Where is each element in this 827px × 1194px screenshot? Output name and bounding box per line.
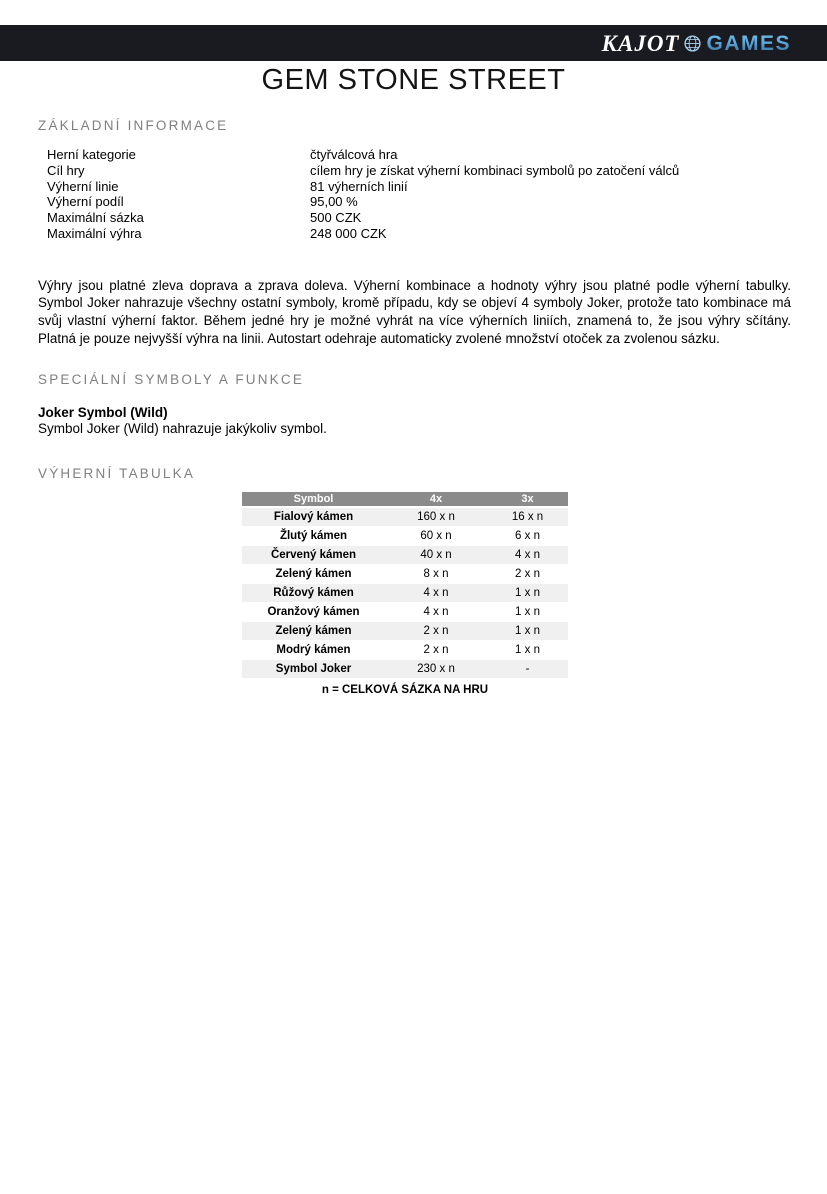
paytable-3x-value: 1 x n [487,622,568,641]
info-row [38,226,791,242]
paytable-row [242,527,568,546]
info-label: Výherní linie [47,178,119,194]
info-value: 248 000 CZK [310,225,387,241]
paytable-row [242,641,568,660]
info-row [38,163,791,179]
info-row [38,179,791,195]
paytable-col-4x: 4x [385,492,487,508]
section-heading-paytable: VÝHERNÍ TABULKA [38,466,196,482]
paytable-symbol: Růžový kámen [242,584,385,603]
paytable-symbol: Zelený kámen [242,565,385,584]
paytable-symbol: Červený kámen [242,546,385,565]
section-heading-special-symbols: SPECIÁLNÍ SYMBOLY A FUNKCE [38,372,305,388]
info-value: 500 CZK [310,210,362,226]
info-label: Maximální výhra [47,225,142,241]
info-value: čtyřválcová hra [310,147,398,162]
paytable-row [242,584,568,603]
page-title: GEM STONE STREET [261,64,566,96]
games-wordmark: GAMES [706,31,791,55]
info-value: 95,00 % [310,194,358,210]
paytable-4x-value: 2 x n [385,641,487,660]
paytable-row [242,660,568,679]
paytable-3x-value: 1 x n [487,641,568,660]
paytable-row [242,603,568,622]
info-value: 81 výherních linií [310,178,408,194]
rules-paragraph: Výhry jsou platné zleva doprava a zprava doleva. Výherní kombinace a hodnoty výhry jsou platné podle výherní tabulky. Symbol Joker nahrazuje všechny ostatní symboly, kromě případu, kdy se objeví 4 symboly Joker, protože tato kombinace má svůj vlastní výherní faktor. Během jedné hry je možné vyhrát na více výherních liniích, znamená to, že jsou výhry sčítány. Platná je pouze nejvyšší výhra na linii. Autostart odehraje automaticky zvolené množství otoček za zvolenou sázku. [38,277,791,346]
info-label: Herní kategorie [47,147,136,162]
info-label: Maximální sázka [47,210,144,226]
joker-symbol-subheading: Joker Symbol (Wild) [38,405,168,421]
paytable-3x-value: 2 x n [487,565,568,584]
header-bar [0,25,827,61]
info-row [38,210,791,226]
paytable-4x-value: 8 x n [385,565,487,584]
paytable-header-row [242,492,568,508]
paytable-3x-value: 6 x n [487,527,568,546]
paytable-symbol: Modrý kámen [242,641,385,660]
paytable-col-symbol: Symbol [242,492,385,508]
info-value: cílem hry je získat výherní kombinaci symbolů po zatočení válců [310,162,680,178]
paytable-row [242,508,568,527]
paytable-3x-value: 4 x n [487,546,568,565]
paytable-3x-value: - [487,660,568,679]
paytable-3x-value: 16 x n [487,508,568,527]
content-area [38,118,791,697]
section-heading-basic-info: ZÁKLADNÍ INFORMACE [38,118,229,133]
paytable-symbol: Symbol Joker [242,660,385,679]
joker-symbol-description: Symbol Joker (Wild) nahrazuje jakýkoliv symbol. [38,421,327,437]
paytable-4x-value: 60 x n [385,527,487,546]
info-row [38,194,791,210]
paytable-symbol: Fialový kámen [242,508,385,527]
paytable-symbol: Zelený kámen [242,622,385,641]
info-label: Výherní podíl [47,194,124,210]
paytable-symbol: Oranžový kámen [242,603,385,622]
paytable-3x-value: 1 x n [487,584,568,603]
paytable-4x-value: 2 x n [385,622,487,641]
paytable-row [242,622,568,641]
paytable-4x-value: 4 x n [385,584,487,603]
paytable-4x-value: 4 x n [385,603,487,622]
paytable-row [242,546,568,565]
paytable-4x-value: 40 x n [385,546,487,565]
paytable-row [242,565,568,584]
info-label: Cíl hry [47,162,85,178]
paytable-symbol: Žlutý kámen [242,527,385,546]
kajot-games-logo [602,32,791,55]
basic-info-list [38,147,791,242]
globe-icon [684,35,701,52]
paytable-4x-value: 230 x n [385,660,487,679]
paytable-4x-value: 160 x n [385,508,487,527]
paytable-3x-value: 1 x n [487,603,568,622]
info-row [38,147,791,163]
kajot-wordmark: KAJOT [601,30,680,56]
paytable-col-3x: 3x [487,492,568,508]
paytable [242,492,568,679]
paytable-footnote: n = CELKOVÁ SÁZKA NA HRU [321,684,489,697]
